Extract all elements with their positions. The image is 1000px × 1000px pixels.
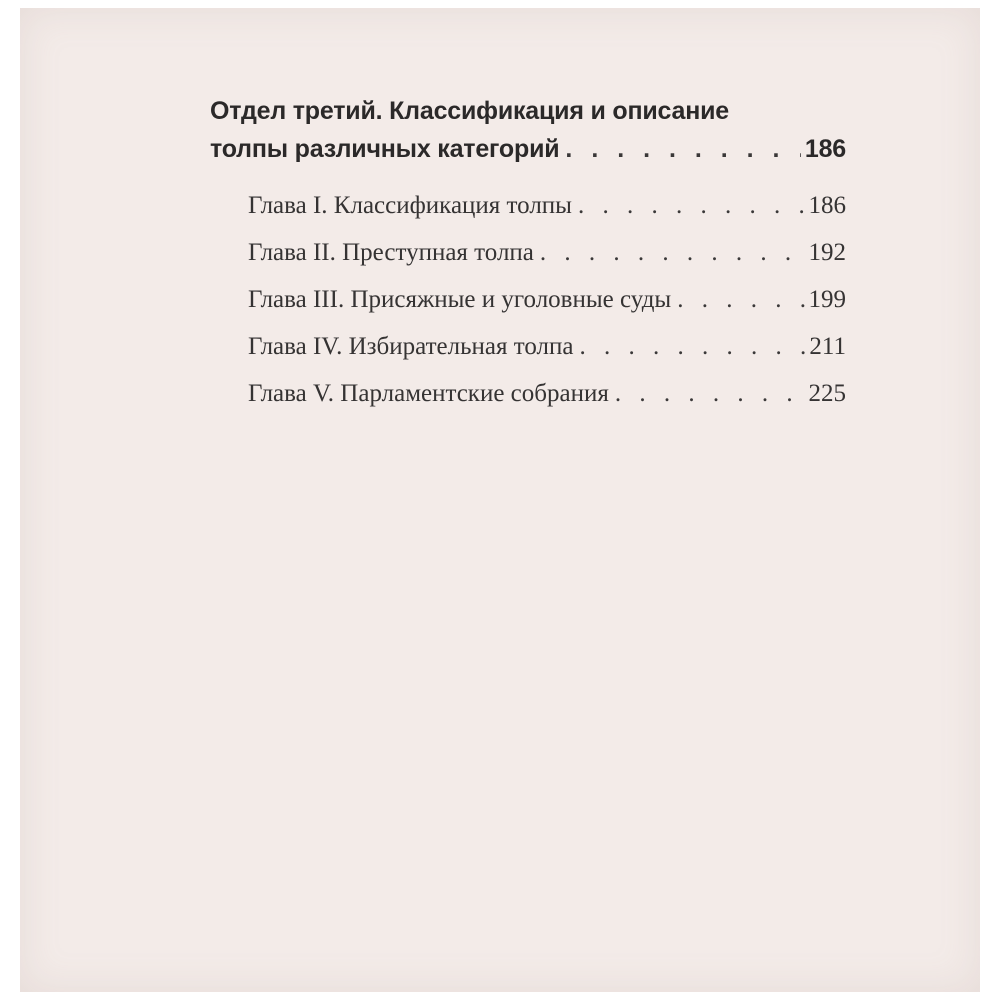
toc-chapter-entry xyxy=(248,182,846,229)
chapter-page-number: 211 xyxy=(809,333,846,360)
book-page xyxy=(20,8,980,992)
section-title-line-2-row xyxy=(210,130,846,168)
chapter-page-number: 199 xyxy=(808,286,846,313)
toc-section-entry xyxy=(210,92,846,168)
section-title-line-2: толпы различных категорий xyxy=(210,135,560,163)
dot-leader xyxy=(578,182,805,229)
dot-leader xyxy=(615,370,805,417)
chapter-title: Глава III. Присяжные и уголовные суды xyxy=(248,286,672,313)
toc-chapter-entry xyxy=(248,323,846,370)
dot-leader xyxy=(579,323,805,370)
table-of-contents xyxy=(210,92,846,417)
toc-chapter-entry xyxy=(248,229,846,276)
chapter-page-number: 192 xyxy=(808,239,846,266)
toc-chapter-entry xyxy=(248,370,846,417)
section-page-number: 186 xyxy=(804,135,846,163)
chapter-title: Глава IV. Избирательная толпа xyxy=(248,333,574,360)
chapter-list xyxy=(210,182,846,417)
chapter-title: Глава V. Парламентские собрания xyxy=(248,380,609,407)
section-title-line-1: Отдел третий. Классификация и описание xyxy=(210,97,730,125)
chapter-title: Глава I. Классификация толпы xyxy=(248,192,572,219)
dot-leader xyxy=(540,229,805,276)
chapter-page-number: 225 xyxy=(808,380,846,407)
toc-chapter-entry xyxy=(248,276,846,323)
dot-leader xyxy=(565,130,800,168)
chapter-page-number: 186 xyxy=(808,192,846,219)
chapter-title: Глава II. Преступная толпа xyxy=(248,239,534,266)
dot-leader xyxy=(677,276,804,323)
